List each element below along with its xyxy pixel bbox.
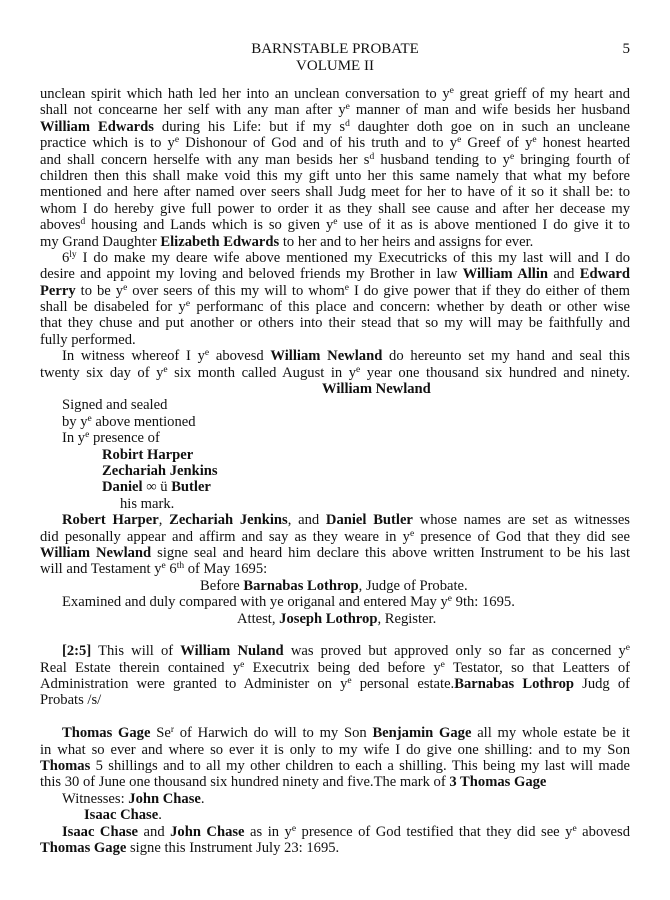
text-line	[40, 184, 630, 200]
blank-line	[40, 627, 630, 643]
bold-name: Joseph Lothrop	[279, 610, 378, 627]
text-run: Se	[150, 725, 171, 742]
bold-name: Edward	[579, 266, 630, 283]
text-run: , Judge of Probate.	[358, 577, 468, 594]
bold-name: William Allin	[462, 266, 549, 283]
bold-name: William Newland	[322, 381, 431, 398]
superscript: e	[440, 659, 445, 670]
text-run: personal estate.	[351, 676, 455, 693]
text-run: to be y	[75, 282, 124, 299]
superscript: e	[345, 102, 350, 113]
bold-name: Daniel Butler	[325, 512, 413, 529]
bold-name: Perry	[40, 282, 76, 299]
text-line	[40, 86, 630, 102]
text-line	[40, 283, 630, 299]
header-title: BARNSTABLE PROBATE	[251, 41, 419, 57]
text-run: of May 1695:	[184, 561, 268, 578]
bold-name: 3 Thomas Gage	[449, 774, 547, 791]
bold-name: Isaac Chase	[62, 823, 139, 840]
bold-name: Thomas	[40, 758, 91, 775]
text-run: I do give power that if they do either of them	[348, 282, 630, 299]
text-line	[40, 234, 630, 250]
text-run: that they chuse and put another or others into their stead that so my will may be faithfully and	[40, 315, 630, 332]
text-line	[40, 561, 630, 577]
text-line	[40, 529, 630, 545]
text-run: shall not concearne her self with any man after y	[40, 102, 346, 119]
text-run: Examined and duly compared with ye origanal and entered May y	[62, 594, 448, 611]
text-line	[40, 758, 630, 774]
text-run: ∞ ü	[146, 479, 172, 496]
text-run: in what so ever and where so ever it is only to my wife I do give one shilling: and to my Son	[40, 741, 630, 758]
bold-name: William Newland	[40, 544, 152, 561]
text-line	[40, 299, 630, 315]
text-run: children then this shall make void this my gift unto her this same namely that what my before	[40, 167, 630, 184]
text-run: unclean spirit which hath led her into an unclean conversation to y	[40, 86, 450, 102]
text-run: bringing fourth of	[514, 151, 630, 168]
text-line	[40, 414, 630, 430]
text-run: whose names are set as witnesses	[412, 512, 630, 529]
superscript: e	[449, 86, 454, 96]
text-run: by y	[62, 413, 88, 430]
superscript: e	[457, 135, 462, 146]
superscript: e	[291, 823, 297, 834]
text-run: whom I do hereby give full power to order it as they shall see cause and after her decease my	[40, 200, 630, 217]
superscript: e	[240, 659, 245, 670]
text-run: Signed and sealed	[62, 397, 168, 414]
superscript: e	[532, 135, 537, 146]
text-line	[40, 725, 630, 741]
blank-line	[40, 709, 630, 725]
text-run: my Grand Daughter	[40, 233, 161, 250]
text-run: year one thousand six hundred and ninety.	[360, 364, 630, 381]
text-run: all my whole estate be it	[471, 725, 630, 742]
text-line	[40, 365, 630, 381]
text-line	[40, 201, 630, 217]
bold-name: Zechariah Jenkins	[169, 512, 288, 529]
bold-name: Benjamin Gage	[372, 725, 472, 742]
superscript: e	[344, 282, 349, 293]
superscript: e	[185, 299, 191, 310]
text-run: .	[200, 790, 205, 807]
text-line	[40, 791, 630, 807]
page-number: 5	[622, 41, 630, 57]
text-run: Before	[200, 577, 244, 594]
superscript: th	[176, 561, 185, 572]
text-line	[40, 774, 630, 790]
text-run: desire and appoint my loving and beloved friends my Brother in law	[40, 266, 463, 283]
bold-name: Isaac Chase	[84, 807, 159, 824]
bold-name: Barnabas Lothrop	[243, 577, 359, 594]
text-run: I do make my deare wife above mentioned my Executricks of this my last will and I do	[76, 249, 630, 266]
superscript: d	[345, 118, 350, 129]
text-run: Executrix being ded before y	[244, 659, 441, 676]
text-run: and	[548, 266, 580, 283]
text-run: , Register.	[377, 610, 437, 627]
page-header	[0, 41, 670, 75]
superscript: e	[123, 282, 128, 293]
text-run: Real Estate therein contained y	[40, 659, 241, 676]
text-run: 9th: 1695.	[452, 594, 515, 611]
text-run: during his Life: but if my s	[153, 118, 346, 135]
bold-name: Zechariah Jenkins	[102, 462, 218, 479]
header-volume: VOLUME II	[296, 58, 374, 74]
text-line	[40, 692, 630, 708]
text-line	[40, 447, 630, 463]
bold-name: Thomas Gage	[40, 839, 127, 856]
text-run: Administration were granted to Administer on y	[40, 676, 348, 693]
text-run: abovesd	[209, 348, 271, 365]
text-run: of Harwich do will to my Son	[174, 725, 373, 742]
text-line	[40, 250, 630, 266]
bold-name: Elizabeth Edwards	[160, 233, 280, 250]
text-run: 6	[62, 249, 70, 266]
text-line	[40, 594, 630, 610]
superscript: e	[333, 217, 338, 228]
text-run: and	[138, 823, 171, 840]
text-run: abovesd	[576, 823, 630, 840]
text-run: In y	[62, 430, 86, 447]
text-run: presence of God testified that they did see y	[296, 823, 573, 840]
text-line	[40, 742, 630, 758]
text-run: shall be disabeled for y	[40, 299, 186, 316]
text-run: Dishonour of God and of his truth and to y	[179, 135, 458, 152]
text-line	[40, 315, 630, 331]
superscript: e	[447, 594, 453, 605]
text-line	[40, 807, 630, 823]
bold-name: William Newland	[270, 348, 383, 365]
text-run: and shall concern herselfe with any man besids her s	[40, 151, 370, 168]
bold-name: John Chase	[170, 823, 245, 840]
text-run: great grieff of my heart and	[453, 86, 630, 102]
text-run: mentioned and here after named over seers shall Judg meet for her to have of it so it shall be: to	[40, 184, 630, 201]
bold-name: [2:5]	[62, 643, 92, 660]
superscript: e	[87, 413, 92, 424]
superscript: e	[163, 364, 168, 375]
text-run: signe seal and heard him declare this above written Instrument to be his last	[151, 544, 630, 561]
bold-name: Barnabas Lothrop	[454, 676, 575, 693]
text-run: In witness whereof I y	[62, 348, 205, 365]
text-run: did pesonally appear and affirm and say as they weare in y	[40, 528, 410, 545]
text-run: housing and Lands which is so given y	[85, 217, 334, 234]
text-line	[40, 496, 630, 512]
text-run: Attest,	[237, 610, 280, 627]
superscript: r	[170, 725, 174, 736]
text-run: do hereunto set my hand and seal this	[382, 348, 630, 365]
text-line	[40, 102, 630, 118]
bold-name: Thomas Gage	[62, 725, 151, 742]
text-line	[40, 397, 630, 413]
text-run: honest hearted	[536, 135, 630, 152]
text-run: presence of	[89, 430, 160, 447]
text-run: practice which is to y	[40, 135, 175, 152]
superscript: e	[625, 643, 631, 654]
bold-name: John Chase	[128, 790, 201, 807]
superscript: e	[409, 528, 415, 539]
text-line	[40, 676, 630, 692]
text-run: Greef of y	[461, 135, 533, 152]
bold-name: William Nuland	[180, 643, 284, 660]
superscript: d	[369, 151, 375, 162]
text-run: , and	[287, 512, 326, 529]
bold-name: Daniel	[102, 479, 147, 496]
text-run: .	[158, 807, 162, 824]
bold-name: Robert Harper	[62, 512, 159, 529]
text-line	[40, 135, 630, 151]
text-line	[40, 643, 630, 659]
text-run: Witnesses:	[62, 790, 129, 807]
text-line	[40, 578, 630, 594]
text-line	[40, 824, 630, 840]
text-run: performanc of this place and concern: whether by death or other wise	[190, 299, 631, 316]
text-run: as in y	[244, 823, 292, 840]
text-run: over seers of this my will to whom	[127, 282, 345, 299]
text-run: presence of God that they did see	[414, 528, 630, 545]
text-line	[40, 152, 630, 168]
text-run: fully performed.	[40, 331, 136, 348]
superscript: ly	[69, 249, 77, 260]
text-run: his mark.	[120, 495, 175, 512]
text-run: 5 shillings and to all my other children to each a shilling. This being my last will made	[90, 758, 630, 775]
text-run: Probats /s/	[40, 692, 102, 709]
bold-name: Butler	[171, 479, 211, 496]
text-line	[40, 168, 630, 184]
text-line	[40, 266, 630, 282]
text-run: twenty six day of y	[40, 364, 164, 381]
superscript: e	[356, 364, 361, 375]
text-run: 6	[165, 561, 177, 578]
text-run: this 30 of June one thousand six hundred ninety and five.The mark of	[40, 774, 450, 791]
bold-name: William Edwards	[40, 118, 154, 135]
text-run: husband tending to y	[374, 151, 510, 168]
superscript: e	[85, 430, 90, 441]
text-line	[40, 660, 630, 676]
text-run: Judg of	[574, 676, 631, 693]
text-run: manner of man and wife besids her husband	[349, 102, 630, 119]
text-line	[40, 545, 630, 561]
text-line	[40, 430, 630, 446]
document-body	[40, 86, 630, 856]
text-run: six month called August in y	[167, 364, 357, 381]
superscript: e	[509, 151, 515, 162]
superscript: e	[174, 135, 180, 146]
text-line	[40, 332, 630, 348]
text-line	[40, 463, 630, 479]
text-run: use of it as is above mentioned I do give it to	[337, 217, 630, 234]
text-run: was proved but approved only so far as concerned y	[283, 643, 626, 660]
text-line	[40, 840, 630, 856]
superscript: e	[161, 561, 166, 572]
superscript: d	[80, 217, 86, 228]
text-run: daughter doth goe on in such an uncleane	[349, 118, 630, 135]
text-line	[40, 217, 630, 233]
text-run: above mentioned	[91, 413, 196, 430]
text-line	[40, 512, 630, 528]
superscript: e	[572, 823, 577, 834]
text-run: aboves	[40, 217, 81, 234]
text-line	[40, 381, 630, 397]
text-line	[40, 348, 630, 364]
text-line	[40, 479, 630, 495]
text-run: Testator, so that Leatters of	[444, 659, 630, 676]
text-run: to her and to her heirs and assigns for ever.	[279, 233, 534, 250]
text-run: ,	[158, 512, 170, 529]
superscript: e	[204, 348, 210, 359]
superscript: e	[347, 676, 352, 687]
text-line	[40, 611, 630, 627]
bold-name: Robirt Harper	[102, 446, 194, 463]
text-run: signe this Instrument July 23: 1695.	[126, 839, 340, 856]
text-run: will and Testament y	[40, 561, 162, 578]
text-line	[40, 119, 630, 135]
text-run: This will of	[91, 643, 181, 660]
